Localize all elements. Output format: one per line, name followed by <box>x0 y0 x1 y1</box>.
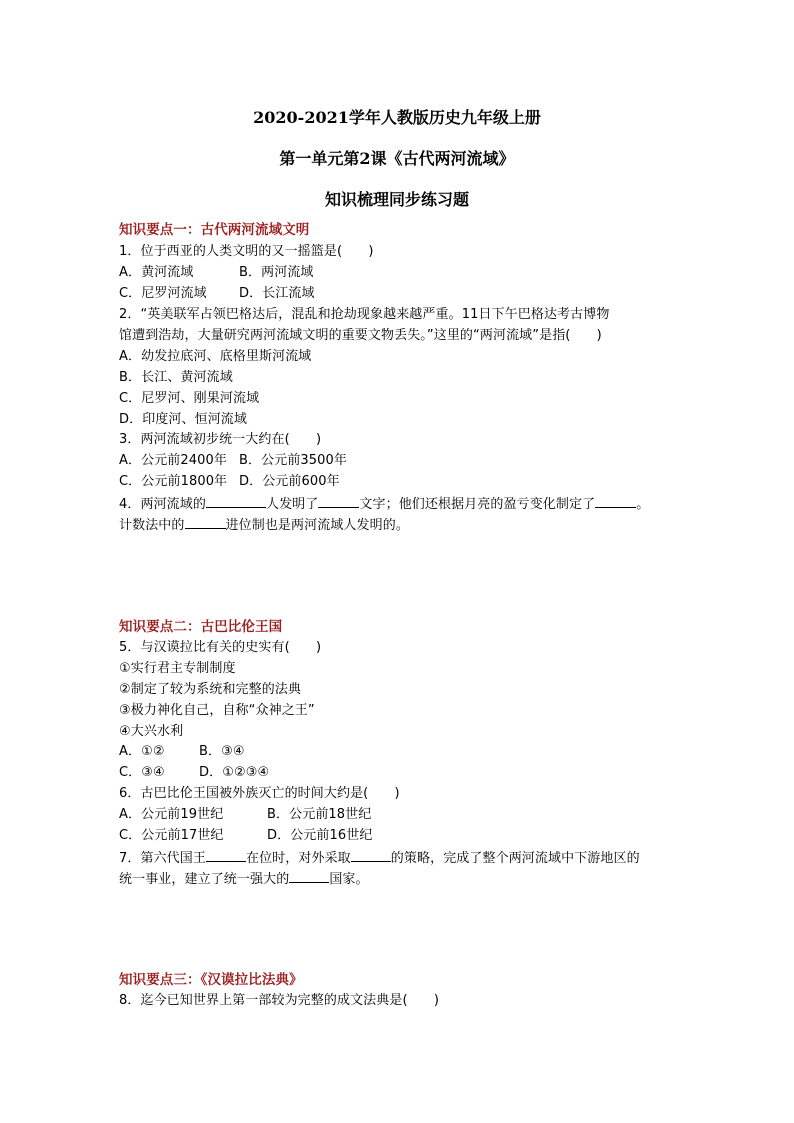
q5-option-a: A．①② <box>119 744 165 759</box>
q6-option-b: B．公元前18世纪 <box>267 807 372 822</box>
q4-blank2 <box>318 495 359 508</box>
q4-text4: 。 <box>636 497 650 512</box>
q3-options-ab <box>119 453 347 469</box>
q7-text4: 统一事业，建立了统一强大的 <box>119 872 290 887</box>
q1-stem: 1．位于西亚的人类文明的又一摇篮是( ) <box>119 244 374 259</box>
q5-options-cd <box>119 765 269 781</box>
q4-text6: 进位制也是两河流域人发明的。 <box>225 518 409 533</box>
q5-options-ab <box>119 744 245 760</box>
q2-option-b: B．长江、黄河流域 <box>119 370 233 385</box>
q6-options-cd <box>119 828 372 844</box>
q3-option-b: B．公元前3500年 <box>239 453 348 468</box>
q7-blank1 <box>206 849 246 862</box>
q5-stem: 5．与汉谟拉比有关的史实有( ) <box>119 640 322 655</box>
q5-item4: ④大兴水利 <box>119 724 184 739</box>
q3-option-d: D．公元前600年 <box>239 474 340 489</box>
q4-text2: 人发明了 <box>265 497 319 512</box>
q5-option-c: C．③④ <box>119 765 165 780</box>
q5-option-d: D．①②③④ <box>199 765 270 780</box>
q4-text1: 4．两河流域的 <box>119 497 206 512</box>
q4-line1 <box>119 495 649 513</box>
q4-text3: 文字；他们还根据月亮的盈亏变化制定了 <box>359 497 596 512</box>
q3-option-a: A．公元前2400年 <box>119 453 227 468</box>
doc-title-line1: 2020-2021学年人教版历史九年级上册 <box>253 108 541 127</box>
q4-text5: 计数法中的 <box>119 518 185 533</box>
q7-text2: 在位时，对外采取 <box>245 851 351 866</box>
q3-options-cd <box>119 474 340 490</box>
q7-text3: 的策略，完成了整个两河流域中下游地区的 <box>390 851 640 866</box>
doc-title-line3: 知识梳理同步练习题 <box>324 190 469 209</box>
q1-options-ab <box>119 265 314 281</box>
q6-options-ab <box>119 807 371 823</box>
q1-options-cd <box>119 286 315 302</box>
q3-stem: 3．两河流域初步统一大约在( ) <box>119 432 322 447</box>
q5-option-b: B．③④ <box>199 744 245 759</box>
q1-option-a: A．黄河流域 <box>119 265 194 280</box>
q4-blank3 <box>595 495 636 508</box>
q6-option-d: D．公元前16世纪 <box>267 828 373 843</box>
q3-option-c: C．公元前1800年 <box>119 474 228 489</box>
q7-line2 <box>119 870 369 888</box>
q1-option-c: C．尼罗河流域 <box>119 286 207 301</box>
q6-option-c: C．公元前17世纪 <box>119 828 224 843</box>
q2-option-a: A．幼发拉底河、底格里斯河流域 <box>119 349 312 364</box>
q1-option-b: B．两河流域 <box>239 265 314 280</box>
q2-option-d: D．印度河、恒河流域 <box>119 412 248 427</box>
q7-text1: 7．第六代国王 <box>119 851 206 866</box>
section3-heading: 知识要点三：《汉谟拉比法典》 <box>119 972 303 988</box>
q2-stem-line1: 2．“英美联军占领巴格达后，混乱和抢劫现象越来越严重。11日下午巴格达考古博物 <box>119 307 610 322</box>
q2-stem-line2: 馆遭到浩劫，大量研究两河流域文明的重要文物丢失。”这里的“两河流域”是指( ) <box>119 328 602 343</box>
q4-line2 <box>119 516 409 534</box>
q8-stem: 8．迄今已知世界上第一部较为完整的成文法典是( ) <box>119 993 440 1008</box>
q5-item1: ①实行君主专制制度 <box>119 661 236 676</box>
doc-title-line2: 第一单元第2课《古代两河流域》 <box>279 149 515 168</box>
q4-blank4 <box>185 516 226 529</box>
q4-blank1 <box>206 495 266 508</box>
q2-option-c: C．尼罗河、刚果河流域 <box>119 391 260 406</box>
q7-text5: 国家。 <box>329 872 369 887</box>
section1-heading: 知识要点一：古代两河流域文明 <box>119 222 310 238</box>
q7-blank3 <box>289 870 329 883</box>
q6-stem: 6．古巴比伦王国被外族灭亡的时间大约是( ) <box>119 786 400 801</box>
section2-heading: 知识要点二：古巴比伦王国 <box>119 619 283 635</box>
q5-item2: ②制定了较为系统和完整的法典 <box>119 682 302 697</box>
q7-blank2 <box>351 849 391 862</box>
q7-line1 <box>119 849 640 867</box>
q6-option-a: A．公元前19世纪 <box>119 807 224 822</box>
q1-option-d: D．长江流域 <box>239 286 315 301</box>
q5-item3: ③极力神化自己，自称“众神之王” <box>119 703 315 718</box>
